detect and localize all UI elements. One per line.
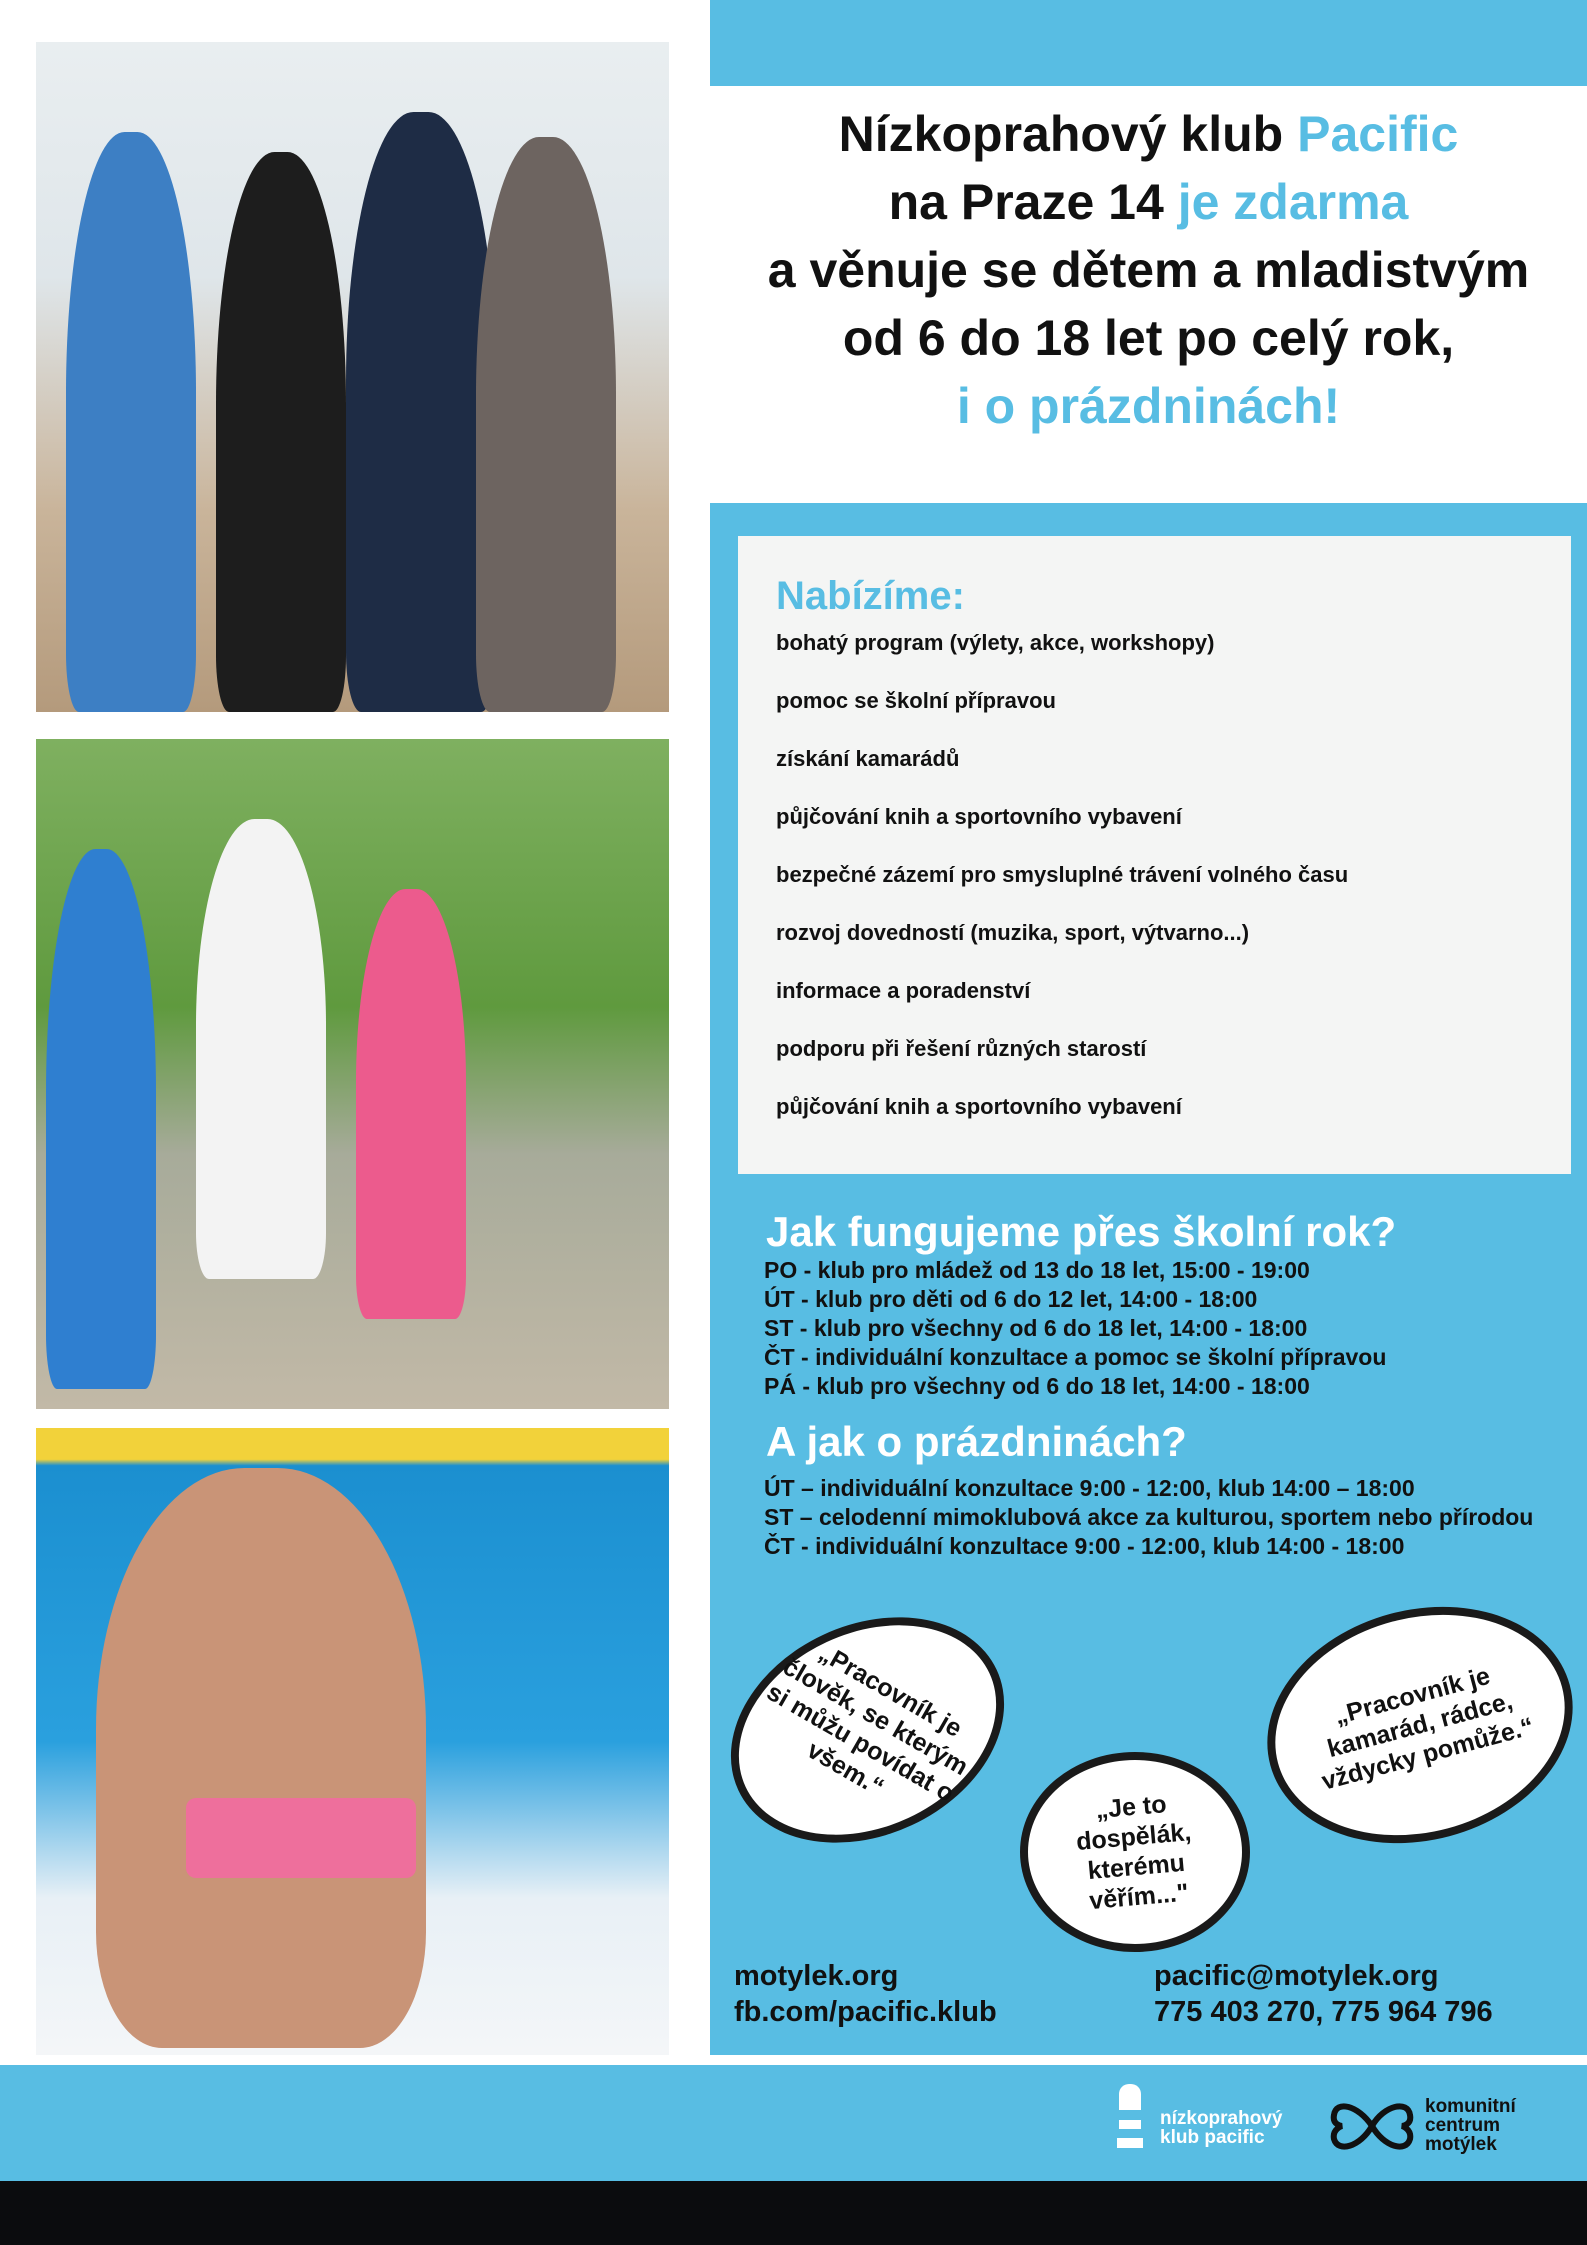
list-item: informace a poradenství: [776, 978, 1031, 1003]
schedule-line: PO - klub pro mládež od 13 do 18 let, 15:00 - 19:00: [764, 1257, 1310, 1283]
logo-text: centrum: [1425, 2115, 1500, 2136]
logo-motylek: [1425, 2097, 1516, 2154]
speech-bubble: [1020, 1752, 1250, 1952]
schedule-line: ÚT - klub pro děti od 6 do 12 let, 14:00 - 18:00: [764, 1286, 1258, 1312]
offer-list: [776, 630, 1348, 1152]
list-item: získání kamarádů: [776, 746, 960, 771]
logo-text: komunitní: [1425, 2096, 1516, 2117]
quote-text: „Pracovník je kamarád, rádce, vždycky pomůže.“: [1318, 1661, 1537, 1796]
website-link[interactable]: motylek.org: [734, 1960, 899, 1992]
holiday-title: A jak o prázdninách?: [766, 1418, 1187, 1465]
list-item: půjčování knih a sportovního vybavení: [776, 1094, 1182, 1119]
headline: [710, 100, 1587, 440]
schedule-line: ST - klub pro všechny od 6 do 18 let, 14:00 - 18:00: [764, 1315, 1308, 1341]
schedule-line: ST – celodenní mimoklubová akce za kulturou, sportem nebo přírodou: [764, 1504, 1534, 1530]
list-item: bezpečné zázemí pro smysluplné trávení volného času: [776, 862, 1349, 887]
headline-text: na Praze 14: [888, 174, 1178, 230]
photo-team: [36, 42, 669, 712]
contact-direct: [1154, 1958, 1493, 2030]
logo-text: motýlek: [1425, 2134, 1497, 2155]
photo-children-playing: [36, 739, 669, 1409]
headline-highlight: i o prázdninách!: [956, 378, 1341, 434]
headline-text: a věnuje se dětem a mladistvým: [767, 242, 1530, 298]
school-title: Jak fungujeme přes školní rok?: [766, 1208, 1397, 1255]
bottom-bar: [0, 2181, 1587, 2245]
headline-highlight: Pacific: [1297, 106, 1459, 162]
holiday-schedule: [764, 1418, 1533, 1561]
lighthouse-icon: [1117, 2084, 1143, 2148]
email-link[interactable]: pacific@motylek.org: [1154, 1960, 1439, 1992]
logo-text: klub pacific: [1160, 2127, 1265, 2148]
list-item: bohatý program (výlety, akce, workshopy): [776, 630, 1215, 655]
headline-highlight: je zdarma: [1177, 174, 1409, 230]
schedule-line: PÁ - klub pro všechny od 6 do 18 let, 14:00 - 18:00: [764, 1373, 1310, 1399]
list-item: rozvoj dovedností (muzika, sport, výtvarno...): [776, 920, 1250, 945]
list-item: pomoc se školní přípravou: [776, 688, 1056, 713]
photo-girl-pool: [36, 1428, 669, 2055]
schedule-line: ČT - individuální konzultace 9:00 - 12:00, klub 14:00 - 18:00: [764, 1533, 1405, 1559]
top-accent-bar: [710, 0, 1587, 86]
schedule-line: ÚT – individuální konzultace 9:00 - 12:00, klub 14:00 – 18:00: [764, 1475, 1415, 1501]
offer-title: Nabízíme:: [776, 574, 965, 618]
list-item: půjčování knih a sportovního vybavení: [776, 804, 1182, 829]
headline-text: Nízkoprahový klub: [838, 106, 1298, 162]
logo-text: nízkoprahový: [1160, 2108, 1283, 2129]
list-item: podporu při řešení různých starostí: [776, 1036, 1147, 1061]
quote-text: „Je to dospělák, kterému věřím...": [1075, 1790, 1193, 1916]
footer: [0, 2065, 1587, 2181]
quote-text: „Pracovník je člověk, se kterým si můžu povídat o všem.“: [761, 1638, 973, 1808]
facebook-link[interactable]: fb.com/pacific.klub: [734, 1996, 997, 2028]
logo-pacific: [1160, 2109, 1282, 2147]
headline-text: od 6 do 18 let po celý rok,: [842, 310, 1455, 366]
schedule-line: ČT - individuální konzultace a pomoc se školní přípravou: [764, 1344, 1387, 1370]
phone-numbers: 775 403 270, 775 964 796: [1154, 1996, 1493, 2028]
offer-box: [738, 536, 1571, 1174]
butterfly-icon: [1328, 2095, 1416, 2157]
contact-web: [734, 1958, 997, 2030]
school-schedule: [764, 1208, 1396, 1401]
